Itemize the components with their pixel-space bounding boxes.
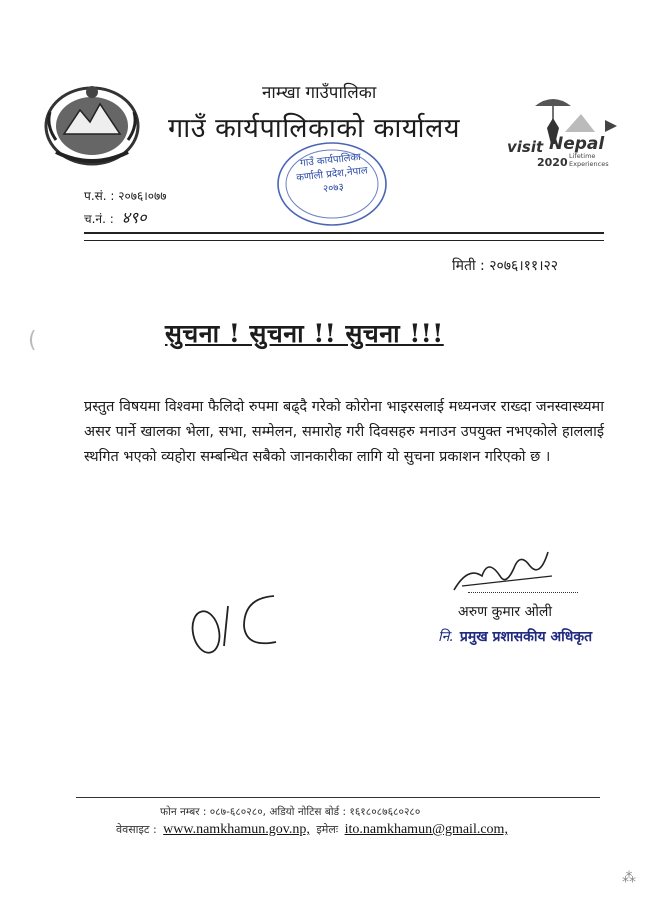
reference-ps bbox=[84, 187, 166, 204]
reference-cn bbox=[84, 206, 147, 228]
footer-rule bbox=[76, 797, 600, 798]
visit-year: 2020 bbox=[537, 156, 568, 169]
nepal-text: Nepal bbox=[549, 134, 605, 154]
cn-label: च.नं. : bbox=[84, 212, 114, 226]
website-label: वेवसाइट : bbox=[116, 823, 157, 836]
nepal-emblem-logo bbox=[42, 82, 142, 168]
ps-label: प.सं. : bbox=[84, 189, 115, 203]
office-name: गाउँ कार्यपालिकाको कार्यालय bbox=[168, 113, 460, 144]
signatory-for: नि. bbox=[438, 629, 454, 645]
visit-tagline: Lifetime Experiences bbox=[569, 152, 609, 168]
header-rule-thin bbox=[84, 240, 604, 241]
signatory-title-block bbox=[438, 627, 592, 646]
stamp-line: कर्णाली प्रदेश,नेपाल bbox=[295, 165, 369, 184]
office-stamp bbox=[276, 140, 388, 228]
visit-nepal-logo bbox=[505, 88, 625, 170]
stamp-line: २०७३ bbox=[322, 181, 345, 195]
notice-title: सुचना ! सुचना !! सुचना !!! bbox=[165, 319, 444, 348]
signature-image bbox=[448, 546, 558, 594]
visit-text: visit bbox=[507, 138, 544, 156]
ps-value: २०७६।०७७ bbox=[118, 189, 167, 203]
stamp-line: गाउँ कार्यपालिका bbox=[299, 151, 362, 170]
email-label: इमेलः bbox=[316, 823, 339, 836]
website-link[interactable]: www.namkhamun.gov.np, bbox=[163, 822, 310, 837]
signature-line bbox=[468, 592, 578, 593]
notice-body: प्रस्तुत विषयमा विश्वमा फैलिदो रुपमा बढ्दै गरेको कोरोना भाइरसलाई मध्यनजर राख्दा जनस्वास्थ्यमा असर पार्ने खालका भेला, सभा, सम्मेलन, समारोह गरी दिवसहरु मनाउन उपयुक्त नभएकोले हाललाई स्थगित भएको व्यहोरा सम्बन्धित सबैको जानकारीका लागि यो सुचना प्रकाशन गरिएको छ । bbox=[84, 399, 604, 465]
signatory-title: प्रमुख प्रशासकीय अधिकृत bbox=[459, 629, 593, 645]
municipality-name: नाम्खा गाउँपालिका bbox=[262, 83, 377, 103]
scan-mark: ⁂ bbox=[622, 870, 636, 886]
notice-date: मिती : २०७६।११।२२ bbox=[452, 258, 559, 274]
footer-phone: फोन नम्बर : ०८७-६८०२८०, अडियो नोटिस बोर्ड : १६१८०८७६८०२८० bbox=[160, 806, 421, 818]
signatory-name: अरुण कुमार ओली bbox=[458, 604, 553, 620]
footer-contact bbox=[116, 822, 511, 838]
cn-value: ४९० bbox=[121, 208, 147, 227]
scan-mark: ( bbox=[28, 328, 37, 353]
email-link[interactable]: ito.namkhamun@gmail.com, bbox=[344, 822, 508, 837]
handwritten-oc-note bbox=[186, 586, 284, 658]
header-rule-thick bbox=[84, 232, 604, 234]
